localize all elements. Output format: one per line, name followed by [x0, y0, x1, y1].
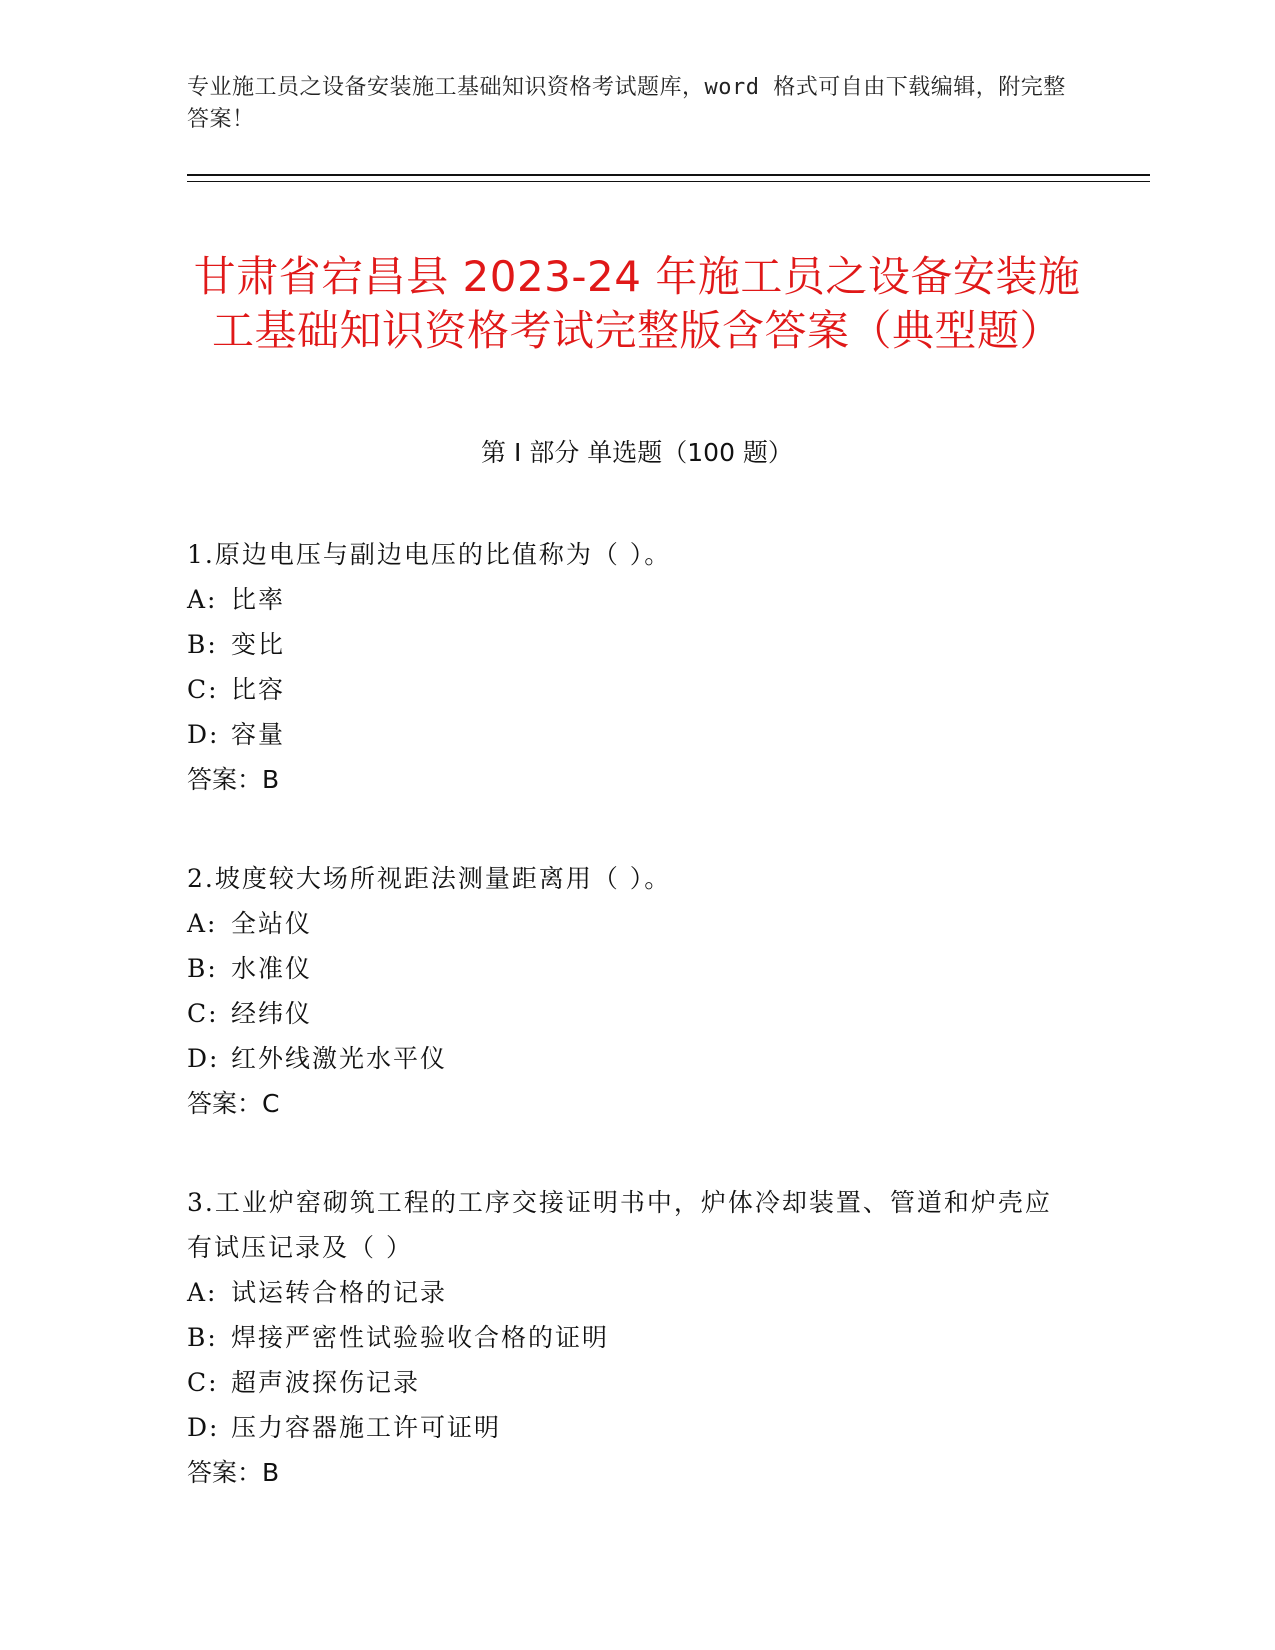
option-text: 变比	[231, 630, 286, 659]
option-key: A:	[187, 909, 218, 938]
header-rule-thin	[187, 181, 1150, 182]
option-text: 压力容器施工许可证明	[231, 1413, 502, 1442]
option-d	[187, 712, 1067, 757]
header-rule-thick	[187, 174, 1150, 176]
option-c	[187, 667, 1067, 712]
option-a	[187, 1270, 1067, 1315]
answer-line: 答案：B	[187, 765, 280, 794]
question-stem: 2.坡度较大场所视距法测量距离用（ ）。	[187, 864, 672, 893]
option-c	[187, 1360, 1067, 1405]
option-key: A:	[187, 1278, 218, 1307]
option-key: A:	[187, 585, 218, 614]
answer-line: 答案：C	[187, 1089, 280, 1118]
option-a	[187, 577, 1067, 622]
option-text: 红外线激光水平仪	[231, 1044, 448, 1073]
answer-line: 答案：B	[187, 1458, 280, 1487]
header-note: 专业施工员之设备安装施工基础知识资格考试题库，word 格式可自由下载编辑，附完整答案！	[187, 75, 1066, 132]
option-a	[187, 901, 1067, 946]
question-list	[187, 532, 1067, 1549]
option-key: D:	[187, 1044, 220, 1073]
option-text: 全站仪	[231, 909, 313, 938]
option-key: D:	[187, 720, 220, 749]
option-text: 经纬仪	[231, 999, 313, 1028]
question-1	[187, 532, 1067, 802]
option-text: 比容	[231, 675, 286, 704]
section-title: 第 I 部分 单选题（100 题）	[481, 438, 793, 467]
option-key: B:	[187, 954, 218, 983]
option-text: 水准仪	[231, 954, 313, 983]
option-b	[187, 1315, 1067, 1360]
document-title: 甘肃省宕昌县 2023-24 年施工员之设备安装施工基础知识资格考试完整版含答案（典型题）	[193, 252, 1081, 356]
option-text: 试运转合格的记录	[231, 1278, 448, 1307]
option-text: 比率	[231, 585, 286, 614]
option-text: 容量	[231, 720, 286, 749]
option-c	[187, 991, 1067, 1036]
option-key: B:	[187, 1323, 218, 1352]
option-d	[187, 1036, 1067, 1081]
option-b	[187, 622, 1067, 667]
option-key: C:	[187, 999, 219, 1028]
option-d	[187, 1405, 1067, 1450]
option-key: D:	[187, 1413, 220, 1442]
option-key: C:	[187, 675, 219, 704]
question-3	[187, 1180, 1067, 1495]
question-stem: 1.原边电压与副边电压的比值称为（ ）。	[187, 540, 672, 569]
option-text: 焊接严密性试验验收合格的证明	[231, 1323, 610, 1352]
option-key: B:	[187, 630, 218, 659]
option-b	[187, 946, 1067, 991]
question-stem: 3.工业炉窑砌筑工程的工序交接证明书中，炉体冷却装置、管道和炉壳应有试压记录及（ ）	[187, 1188, 1052, 1262]
question-2	[187, 856, 1067, 1126]
option-key: C:	[187, 1368, 219, 1397]
option-text: 超声波探伤记录	[231, 1368, 421, 1397]
